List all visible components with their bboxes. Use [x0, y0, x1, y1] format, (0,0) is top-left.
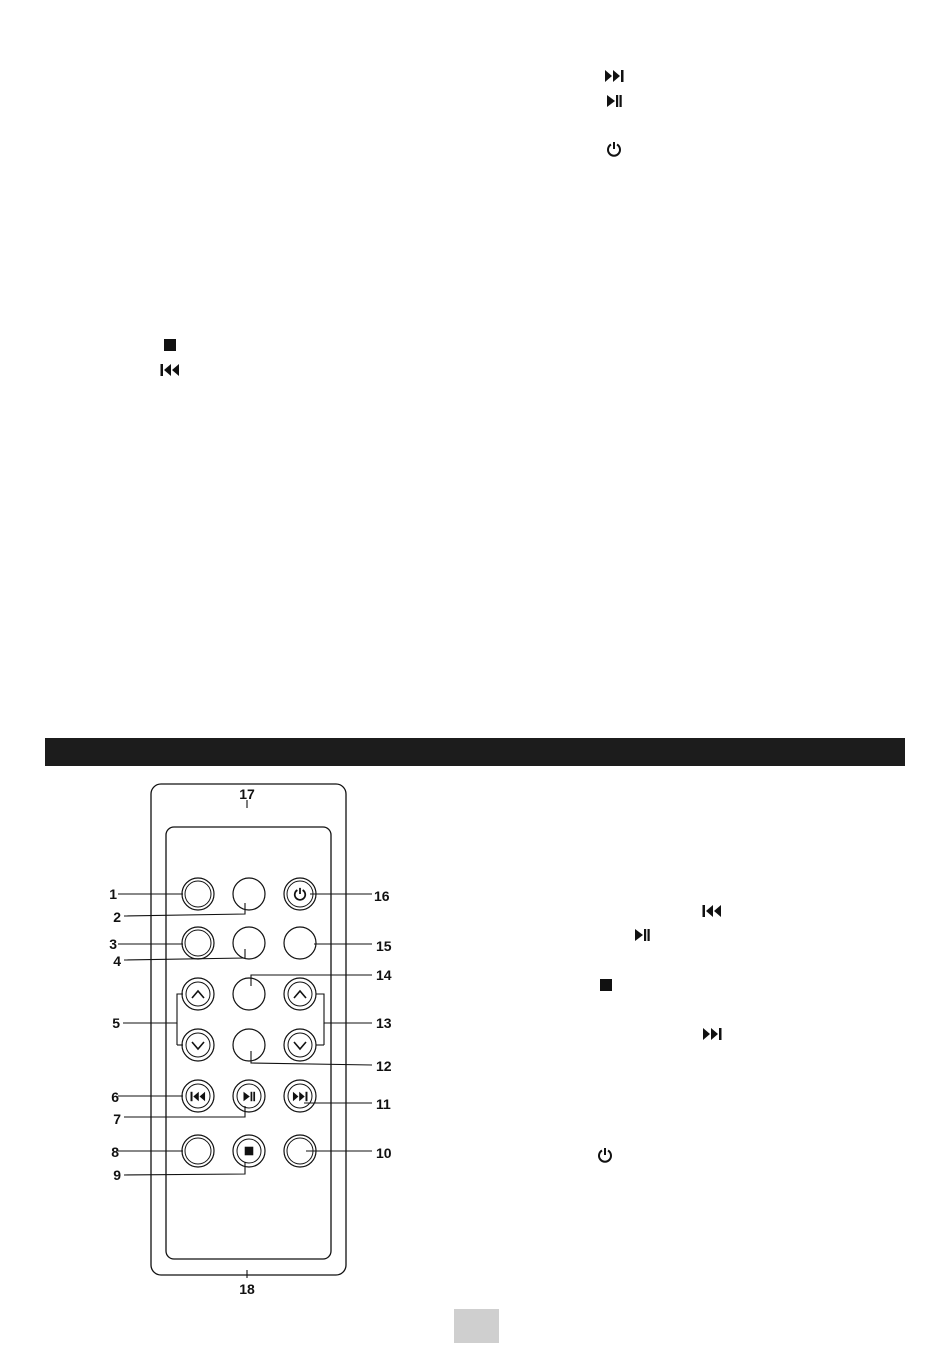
remote-button-next — [284, 1080, 316, 1112]
remote-button-8 — [182, 1135, 214, 1167]
remote-button-1 — [182, 878, 214, 910]
stop-icon — [245, 1147, 254, 1156]
remote-button-14 — [233, 978, 265, 1010]
remote-button-5-up — [182, 978, 214, 1010]
callout-17: 17 — [239, 786, 255, 802]
remote-button-stop — [233, 1135, 265, 1167]
callout-3: 3 — [109, 936, 117, 952]
callout-8: 8 — [111, 1144, 119, 1160]
remote-button-13-up — [284, 978, 316, 1010]
up-arrow-icon — [294, 991, 306, 998]
previous-track-icon — [191, 1092, 206, 1101]
callout-14: 14 — [376, 967, 392, 983]
play-pause-icon — [244, 1092, 256, 1101]
up-arrow-icon — [192, 991, 204, 998]
remote-button-3 — [182, 927, 214, 959]
down-arrow-icon — [192, 1042, 204, 1049]
callout-18: 18 — [239, 1281, 255, 1297]
remote-button-5-down — [182, 1029, 214, 1061]
callout-1: 1 — [109, 886, 117, 902]
remote-button-previous — [182, 1080, 214, 1112]
callout-7: 7 — [113, 1111, 121, 1127]
page-number-tab — [454, 1309, 499, 1343]
power-icon — [295, 888, 306, 900]
callout-6: 6 — [111, 1089, 119, 1105]
callout-15: 15 — [376, 938, 392, 954]
remote-button-2 — [233, 878, 265, 910]
callout-11: 11 — [376, 1096, 391, 1112]
remote-inner-panel — [166, 827, 331, 1259]
callout-13: 13 — [376, 1015, 392, 1031]
callout-2: 2 — [113, 909, 121, 925]
callout-9: 9 — [113, 1167, 121, 1183]
remote-button-12 — [233, 1029, 265, 1061]
next-track-icon — [293, 1092, 308, 1101]
remote-button-4 — [233, 927, 265, 959]
remote-button-15 — [284, 927, 316, 959]
remote-button-play-pause — [233, 1080, 265, 1112]
callout-10: 10 — [376, 1145, 392, 1161]
remote-button-13-down — [284, 1029, 316, 1061]
callout-5: 5 — [112, 1015, 120, 1031]
callout-4: 4 — [113, 953, 121, 969]
leader-lines — [118, 800, 372, 1278]
callout-16: 16 — [374, 888, 390, 904]
callout-12: 12 — [376, 1058, 392, 1074]
down-arrow-icon — [294, 1042, 306, 1049]
